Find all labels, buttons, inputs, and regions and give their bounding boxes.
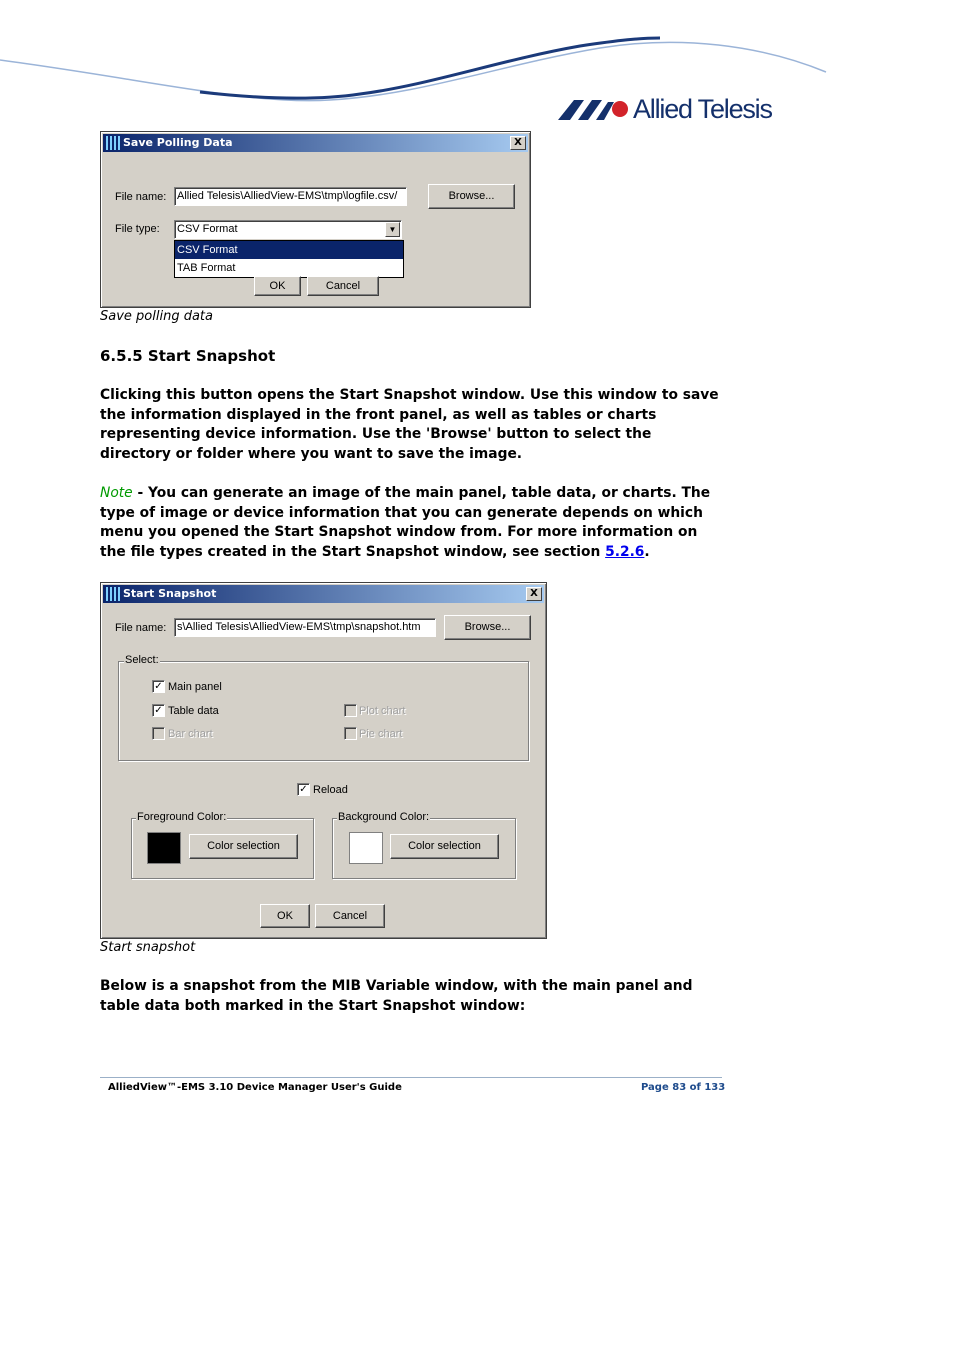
close-icon[interactable]: X [526, 587, 542, 601]
ok-button[interactable]: OK [260, 904, 310, 928]
background-color-title: Background Color: [338, 811, 430, 823]
bar-chart-checkbox[interactable] [152, 727, 165, 740]
file-type-dropdown-list [174, 240, 404, 278]
header-swoosh [0, 30, 954, 110]
file-name-input[interactable]: s\Allied Telesis\AlliedView-EMS\tmp\snapshot.htm [174, 618, 436, 637]
main-panel-checkbox[interactable]: ✓ [152, 680, 165, 693]
plot-chart-label: Plot chart [359, 705, 406, 717]
main-panel-label: Main panel [168, 681, 222, 693]
caption-start-snapshot: Start snapshot [100, 940, 196, 955]
file-type-value: CSV Format [177, 223, 238, 235]
reload-label: Reload [313, 784, 348, 796]
file-type-label: File type: [115, 223, 160, 235]
save-polling-data-dialog [100, 131, 531, 308]
bar-chart-label: Bar chart [168, 728, 213, 740]
dialog-title: Start Snapshot [123, 587, 217, 600]
allied-telesis-logo [558, 92, 782, 128]
table-data-label: Table data [168, 705, 219, 717]
paragraph-mib-variable: Below is a snapshot from the MIB Variable window, with the main panel and table data both marked in the Start Snapshot window: [100, 978, 693, 1014]
option-tab-format[interactable]: TAB Format [177, 262, 236, 274]
footer-divider [100, 1077, 722, 1078]
paragraph-start-snapshot: Clicking this button opens the Start Snapshot window. Use this window to save the information displayed in the front panel, as well as tables or charts representing device information. Use the 'Browse' button to select the directory or folder where you want to save the image. [100, 387, 719, 462]
table-data-checkbox[interactable]: ✓ [152, 704, 165, 717]
dialog-titlebar [103, 585, 544, 603]
footer-page-number: Page 83 of 133 [641, 1082, 726, 1093]
note-label: Note [100, 485, 133, 501]
note-paragraph [100, 484, 725, 562]
caption-save-polling-data: Save polling data [100, 309, 213, 324]
footer-title: AlliedView™-EMS 3.10 Device Manager User's Guide [108, 1082, 402, 1093]
pie-chart-label: Pie chart [359, 728, 403, 740]
reload-checkbox[interactable]: ✓ [297, 783, 310, 796]
note-text: - You can generate an image of the main panel, table data, or charts. The type of image or device information that you can generate depends on which menu you opened the Start Snapshot window from. For more information on the file types created in the Start Snapshot window, see section [100, 485, 711, 560]
option-csv-format[interactable]: CSV Format [175, 241, 403, 259]
section-link[interactable]: 5.2.6 [605, 543, 645, 560]
cancel-button[interactable]: Cancel [307, 276, 379, 296]
allied-telesis-mark-icon [558, 96, 630, 124]
file-name-label: File name: [115, 622, 167, 634]
dialog-title: Save Polling Data [123, 136, 233, 149]
foreground-color-selection-button[interactable]: Color selection [189, 834, 298, 859]
section-heading: 6.5.5 Start Snapshot [100, 347, 276, 365]
background-color-swatch [349, 832, 383, 864]
file-type-select[interactable] [174, 220, 402, 239]
plot-chart-checkbox[interactable] [344, 704, 357, 717]
close-icon[interactable]: X [510, 136, 526, 150]
ok-button[interactable]: OK [254, 276, 301, 296]
start-snapshot-dialog [100, 582, 547, 939]
app-icon [106, 587, 120, 601]
select-group-title: Select: [125, 654, 159, 666]
dialog-titlebar [103, 134, 528, 152]
foreground-color-title: Foreground Color: [137, 811, 227, 823]
file-name-input[interactable]: Allied Telesis\AlliedView-EMS\tmp\logfile.csv/ [174, 187, 407, 206]
app-icon [106, 136, 120, 150]
dropdown-arrow-icon[interactable]: ▼ [385, 222, 400, 237]
file-name-label: File name: [115, 191, 167, 203]
pie-chart-checkbox[interactable] [344, 727, 357, 740]
foreground-color-swatch [147, 832, 181, 864]
browse-button[interactable]: Browse... [444, 615, 531, 640]
cancel-button[interactable]: Cancel [315, 904, 385, 928]
browse-button[interactable]: Browse... [428, 184, 515, 209]
note-end: . [644, 543, 650, 560]
logo-text: Allied Telesis [633, 94, 772, 124]
background-color-selection-button[interactable]: Color selection [390, 834, 499, 859]
